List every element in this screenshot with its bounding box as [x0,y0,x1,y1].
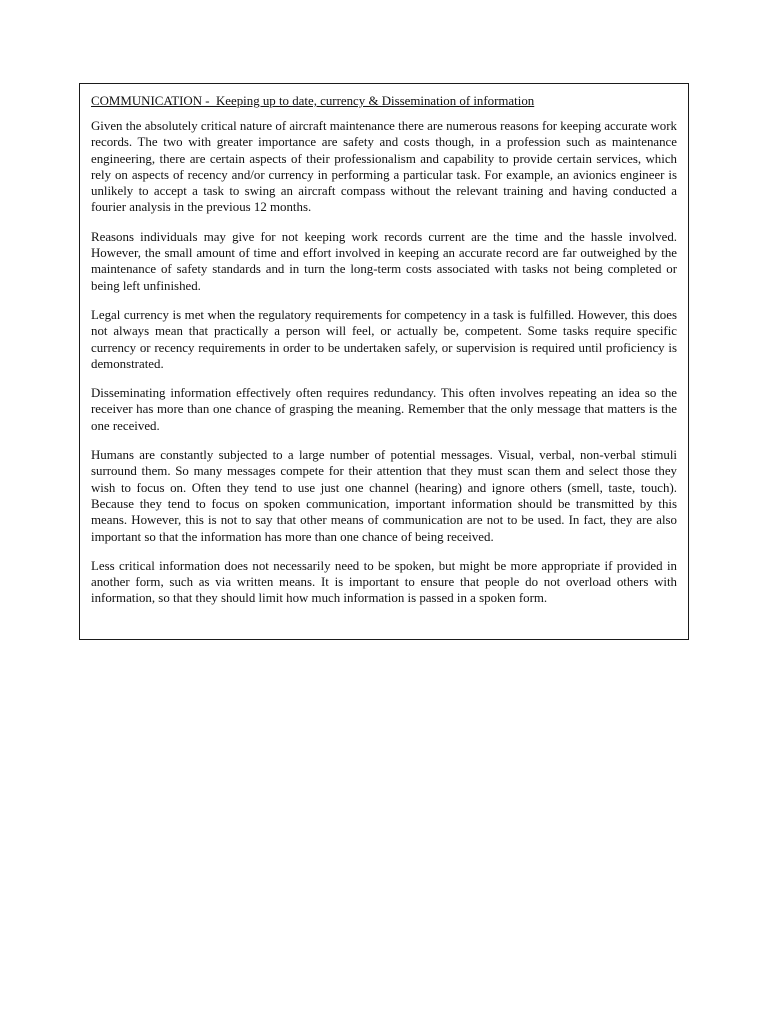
paragraph-reasons: Reasons individuals may give for not keeping work records current are the time and the hassle involved. However, the small amount of time and effort involved in keeping an accurate record are far outweighed by the maintenance of safety standards and in turn the long-term costs associated with tasks not being completed or being left unfinished. [91,229,677,293]
document-title: COMMUNICATION - Keeping up to date, currency & Dissemination of information [91,94,535,108]
paragraph-legal-currency: Legal currency is met when the regulatory requirements for competency in a task is fulfilled. However, this does not always mean that practically a person will feel, or actually be, competent. Some tasks require specific currency or recency requirements in order to be undertaken safely, or supervision is required until proficiency is demonstrated. [91,307,677,371]
paragraph-dissemination: Disseminating information effectively often requires redundancy. This often involves repeating an idea so the receiver has more than one chance of grasping the meaning. Remember that the only message that matters is the one received. [91,386,677,433]
document-box [79,83,689,640]
paragraph-record-keeping: Given the absolutely critical nature of aircraft maintenance there are numerous reasons for keeping accurate work records. The two with greater importance are safety and costs though, in a profession such as maintenance engineering, there are certain aspects of their professionalism and capability to provide certain services, which rely on aspects of recency and/or currency in performing a particular task. For example, an avionics engineer is unlikely to accept a task to swing an aircraft compass without the relevant training and having conducted a fourier analysis in the previous 12 months. [91,119,677,215]
paragraph-messages: Humans are constantly subjected to a large number of potential messages. Visual, verbal, non-verbal stimuli surround them. So many messages compete for their attention that they must scan them and select those they wish to focus on. Often they tend to use just one channel (hearing) and ignore others (smell, taste, touch). Because they tend to focus on spoken communication, important information should be transmitted by this means. However, this is not to say that other means of communication are not to be used. In fact, they are also important so that the information has more than one chance of being received. [91,448,677,544]
paragraph-less-critical: Less critical information does not necessarily need to be spoken, but might be more appropriate if provided in another form, such as via written means. It is important to ensure that people do not overload others with information, so that they should limit how much information is passed in a spoken form. [91,558,677,606]
